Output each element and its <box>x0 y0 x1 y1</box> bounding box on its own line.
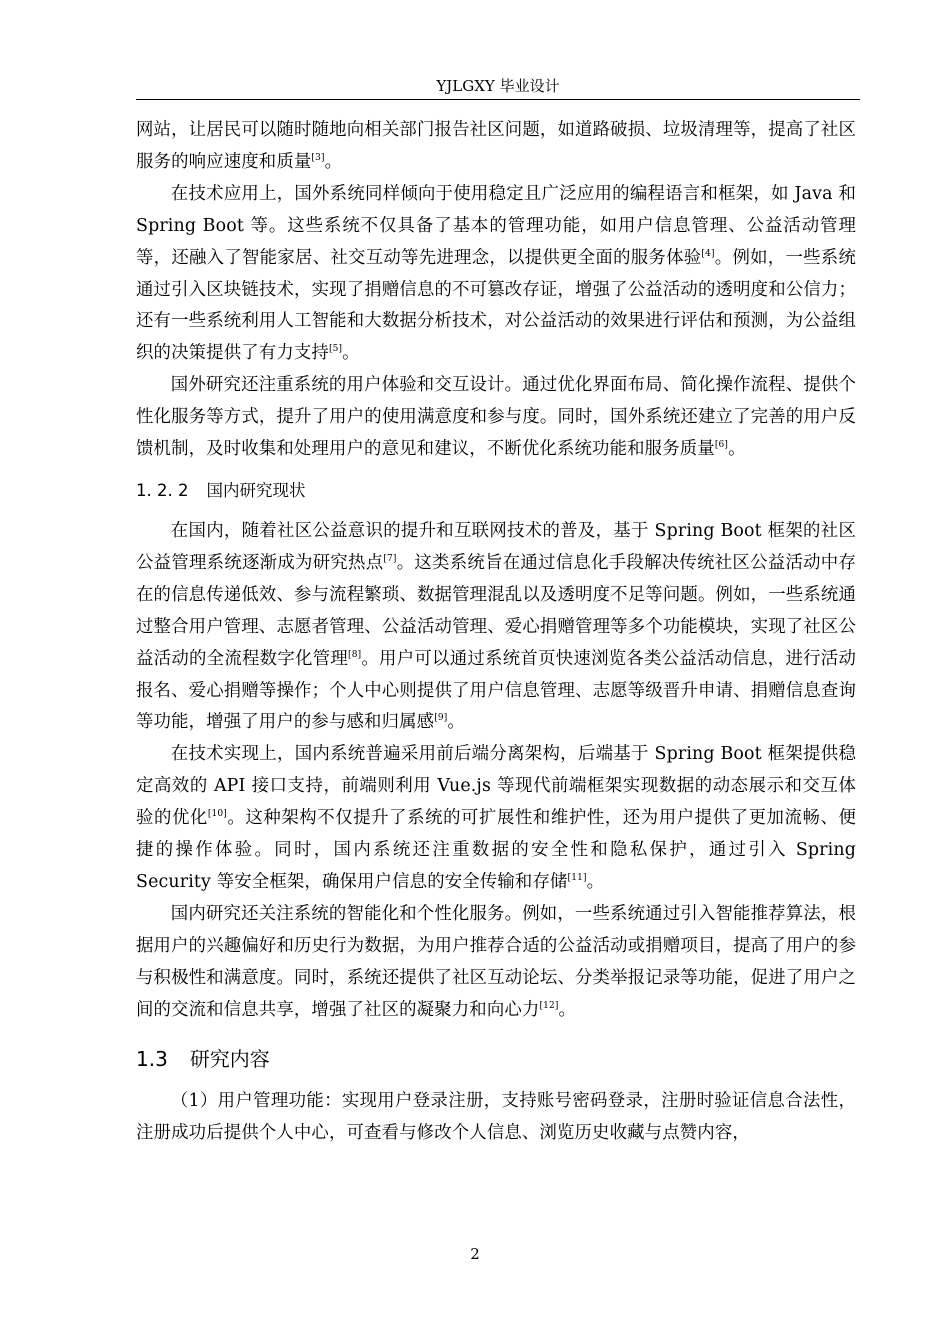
paragraph-user-management: （1）用户管理功能：实现用户登录注册，支持账号密码登录，注册时验证信息合法性，注册成功后提供个人中心，可查看与修改个人信息、浏览历史收藏与点赞内容， <box>136 1091 856 1144</box>
citation: [5] <box>328 344 343 355</box>
citation: [11] <box>567 872 587 883</box>
page-body <box>136 115 856 1150</box>
paragraph-domestic-smart: 国内研究还关注系统的智能化和个性化服务。例如，一些系统通过引入智能推荐算法，根据用户的兴趣偏好和历史行为数据，为用户推荐合适的公益活动或捐赠项目，提高了用户的参与积极性和满意度。同时，系统还提供了社区互动论坛、分类举报记录等功能，促进了用户之间的交流和信息共享，增强了社区的凝聚力和向心力[12]。 <box>136 903 856 1020</box>
paragraph-domestic-status: 在国内，随着社区公益意识的提升和互联网技术的普及，基于 Spring Boot 框架的社区公益管理系统逐渐成为研究热点[7]。这类系统旨在通过信息化手段解决传统社区公益活动中存在的信息传递低效、参与流程繁琐、数据管理混乱以及透明度不足等问题。例如，一些系统通过整合用户管理、志愿者管理、公益活动管理、爱心捐赠管理等多个功能模块，实现了社区公益活动的全流程数字化管理[8]。用户可以通过系统首页快速浏览各类公益活动信息，进行活动报名、爱心捐赠等操作；个人中心则提供了用户信息管理、志愿等级晋升申请、捐赠信息查询等功能，增强了用户的参与感和归属感[9]。 <box>136 520 856 733</box>
header-rule <box>136 99 860 100</box>
citation: [12] <box>539 1000 559 1011</box>
citation: [9] <box>434 713 448 724</box>
running-header: YJLGXY 毕业设计 <box>436 77 560 95</box>
paragraph-intro-continued: 网站，让居民可以随时随地向相关部门报告社区问题，如道路破损、垃圾清理等，提高了社区服务的响应速度和质量[3]。 <box>136 120 856 172</box>
citation: [6] <box>714 440 729 451</box>
paragraph-foreign-tech: 在技术应用上，国外系统同样倾向于使用稳定且广泛应用的编程语言和框架，如 Java 和 Spring Boot 等。这些系统不仅具备了基本的管理功能，如用户信息管理、公益活动管理等，还融入了智能家居、社交互动等先进理念，以提供更全面的服务体验[4]。例如，一些系统通过引入区块链技术，实现了捐赠信息的不可篡改存证，增强了公益活动的透明度和公信力；还有一些系统利用人工智能和大数据分析技术，对公益活动的效果进行评估和预测，为公益组织的决策提供了有力支持[5]。 <box>136 183 856 364</box>
section-heading-1-2-2: 1. 2. 2 国内研究现状 <box>136 480 306 500</box>
citation: [8] <box>348 649 362 660</box>
paragraph-foreign-ux: 国外研究还注重系统的用户体验和交互设计。通过优化界面布局、简化操作流程、提供个性化服务等方式，提升了用户的使用满意度和参与度。同时，国外系统还建立了完善的用户反馈机制，及时收集和处理用户的意见和建议，不断优化系统功能和服务质量[6]。 <box>136 375 856 460</box>
citation: [7] <box>383 553 397 564</box>
citation: [4] <box>701 248 715 259</box>
citation: [10] <box>207 809 227 820</box>
section-heading-1-3: 1.3 研究内容 <box>136 1047 270 1072</box>
paragraph-domestic-tech: 在技术实现上，国内系统普遍采用前后端分离架构，后端基于 Spring Boot 框架提供稳定高效的 API 接口支持，前端则利用 Vue.js 等现代前端框架实现数据的动态展示和交互体验的优化[10]。这种架构不仅提升了系统的可扩展性和维护性，还为用户提供了更加流畅、便捷的操作体验。同时，国内系统还注重数据的安全性和隐私保护，通过引入 Spring Security 等安全框架，确保用户信息的安全传输和存储[11]。 <box>136 744 856 892</box>
page-number: 2 <box>470 1245 480 1263</box>
citation: [3] <box>311 152 325 163</box>
